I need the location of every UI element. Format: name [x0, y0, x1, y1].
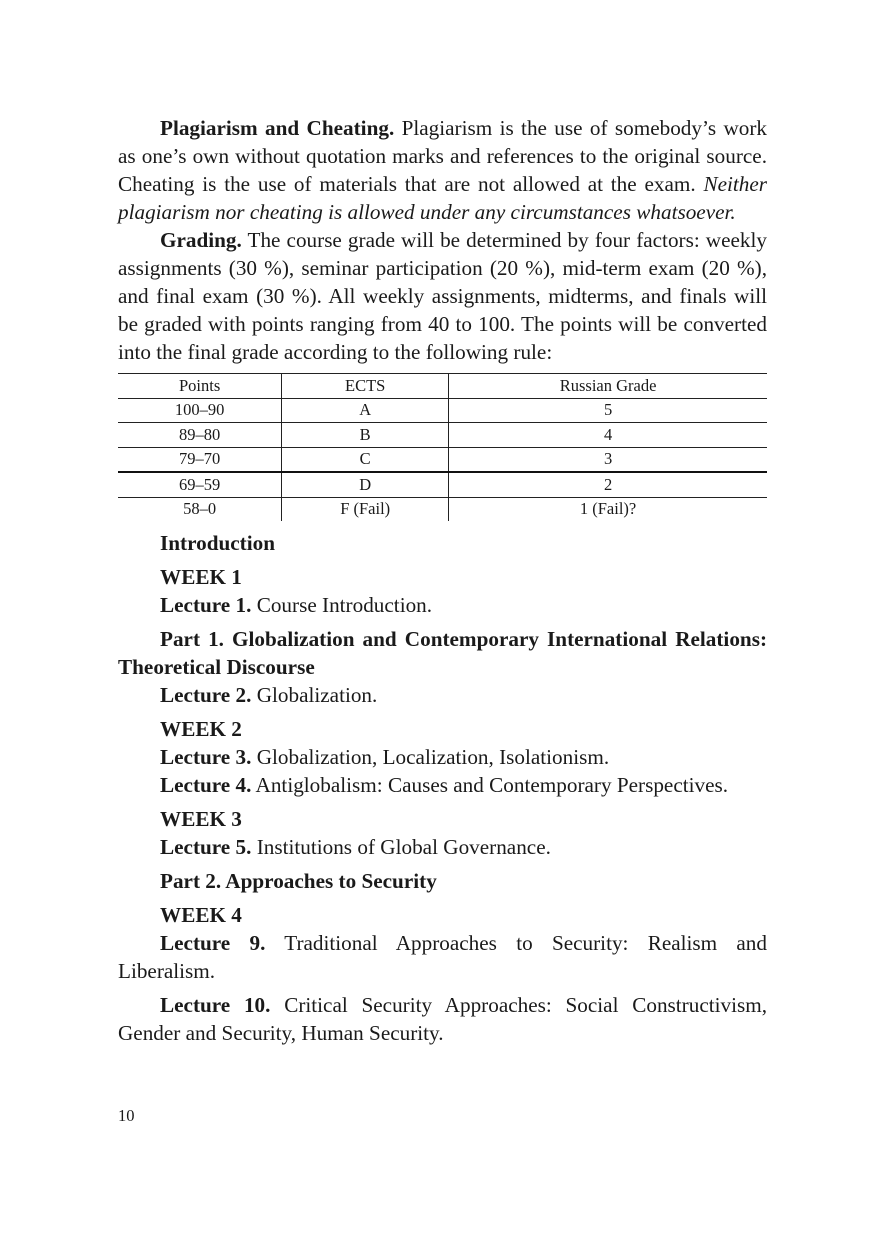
table-cell: F (Fail) [282, 497, 449, 521]
lecture-title: Globalization, Localization, Isolationism. [251, 745, 610, 769]
table-row [118, 423, 767, 448]
table-cell: 58–0 [183, 499, 217, 519]
grade-conversion-table [118, 373, 767, 521]
lecture-label: Lecture 5. [160, 835, 252, 859]
grading-paragraph [118, 226, 767, 366]
plagiarism-paragraph [118, 114, 767, 226]
table-cell: 4 [449, 423, 767, 448]
table-header-row [118, 374, 767, 399]
lecture-title: Institutions of Global Governance. [251, 835, 551, 859]
table-cell: 100–90 [118, 398, 282, 423]
lecture-label: Lecture 3. [160, 745, 252, 769]
table-header-cell: Points [118, 374, 282, 399]
lecture-title: Critical Security Approaches: Social Constructivism, Gender and Security, Human Security. [118, 993, 767, 1045]
table-cell: C [282, 447, 449, 472]
plagiarism-body: Plagiarism is the use of somebody’s work as one’s own without quotation marks and references to the original source. Cheating is the use of materials that are not allowed at the exam. [118, 116, 768, 196]
lecture-label: Lecture 4. [160, 773, 252, 797]
lecture-1 [118, 591, 767, 619]
plagiarism-title: Plagiarism and Cheating. [160, 116, 395, 140]
week-4-heading: WEEK 4 [160, 903, 242, 927]
lecture-10 [118, 991, 767, 1047]
table-cell: A [282, 398, 449, 423]
table-cell: 2 [449, 472, 767, 497]
table-cell: 79–70 [118, 447, 282, 472]
lecture-5 [118, 833, 767, 861]
introduction-heading: Introduction [160, 531, 275, 555]
table-cell: 1 (Fail)? [449, 497, 767, 521]
lecture-label: Lecture 10. [160, 993, 271, 1017]
lecture-title: Globalization. [251, 683, 378, 707]
table-row [118, 472, 767, 497]
table-cell: 89–80 [118, 423, 282, 448]
lecture-title: Course Introduction. [251, 593, 433, 617]
table-cell: 3 [449, 447, 767, 472]
part-1-heading: Part 1. Globalization and Contemporary International Relations: Theoretical Discourse [118, 627, 767, 679]
table-row [118, 447, 767, 472]
table-cell: 69–59 [118, 472, 282, 497]
grading-title: Grading. [160, 228, 242, 252]
week-2-heading: WEEK 2 [160, 717, 242, 741]
grading-body: The course grade will be determined by four factors: weekly assignments (30 %), seminar participation (20 %), mid-term exam (20 %), and final exam (30 %). All weekly assignments, midterms, and finals will be graded with points ranging from 40 to 100. The points will be converted into the final grade according to the following rule: [118, 228, 767, 364]
part-2-heading: Part 2. Approaches to Security [160, 869, 437, 893]
lecture-label: Lecture 1. [160, 593, 252, 617]
lecture-title: Antiglobalism: Causes and Contemporary Perspectives. [251, 773, 729, 797]
lecture-4 [118, 771, 767, 799]
table-cell: B [282, 423, 449, 448]
lecture-label: Lecture 2. [160, 683, 252, 707]
plagiarism-emphasis: Neither plagiarism nor cheating is allowed under any circumstances whatsoever. [118, 172, 767, 224]
page-number: 10 [118, 1106, 135, 1125]
table-cell: D [282, 472, 449, 497]
lecture-label: Lecture 9. [160, 931, 266, 955]
week-3-heading: WEEK 3 [160, 807, 242, 831]
week-1-heading: WEEK 1 [160, 565, 242, 589]
table-header-cell: ECTS [282, 374, 449, 399]
lecture-3 [118, 743, 767, 771]
lecture-2 [118, 681, 767, 709]
table-header-cell: Russian Grade [449, 374, 767, 399]
table-cell: 5 [449, 398, 767, 423]
lecture-9 [118, 929, 767, 985]
table-row [118, 398, 767, 423]
lecture-title: Traditional Approaches to Security: Realism and Liberalism. [118, 931, 767, 983]
page-content [118, 114, 767, 1047]
table-row [118, 497, 767, 521]
